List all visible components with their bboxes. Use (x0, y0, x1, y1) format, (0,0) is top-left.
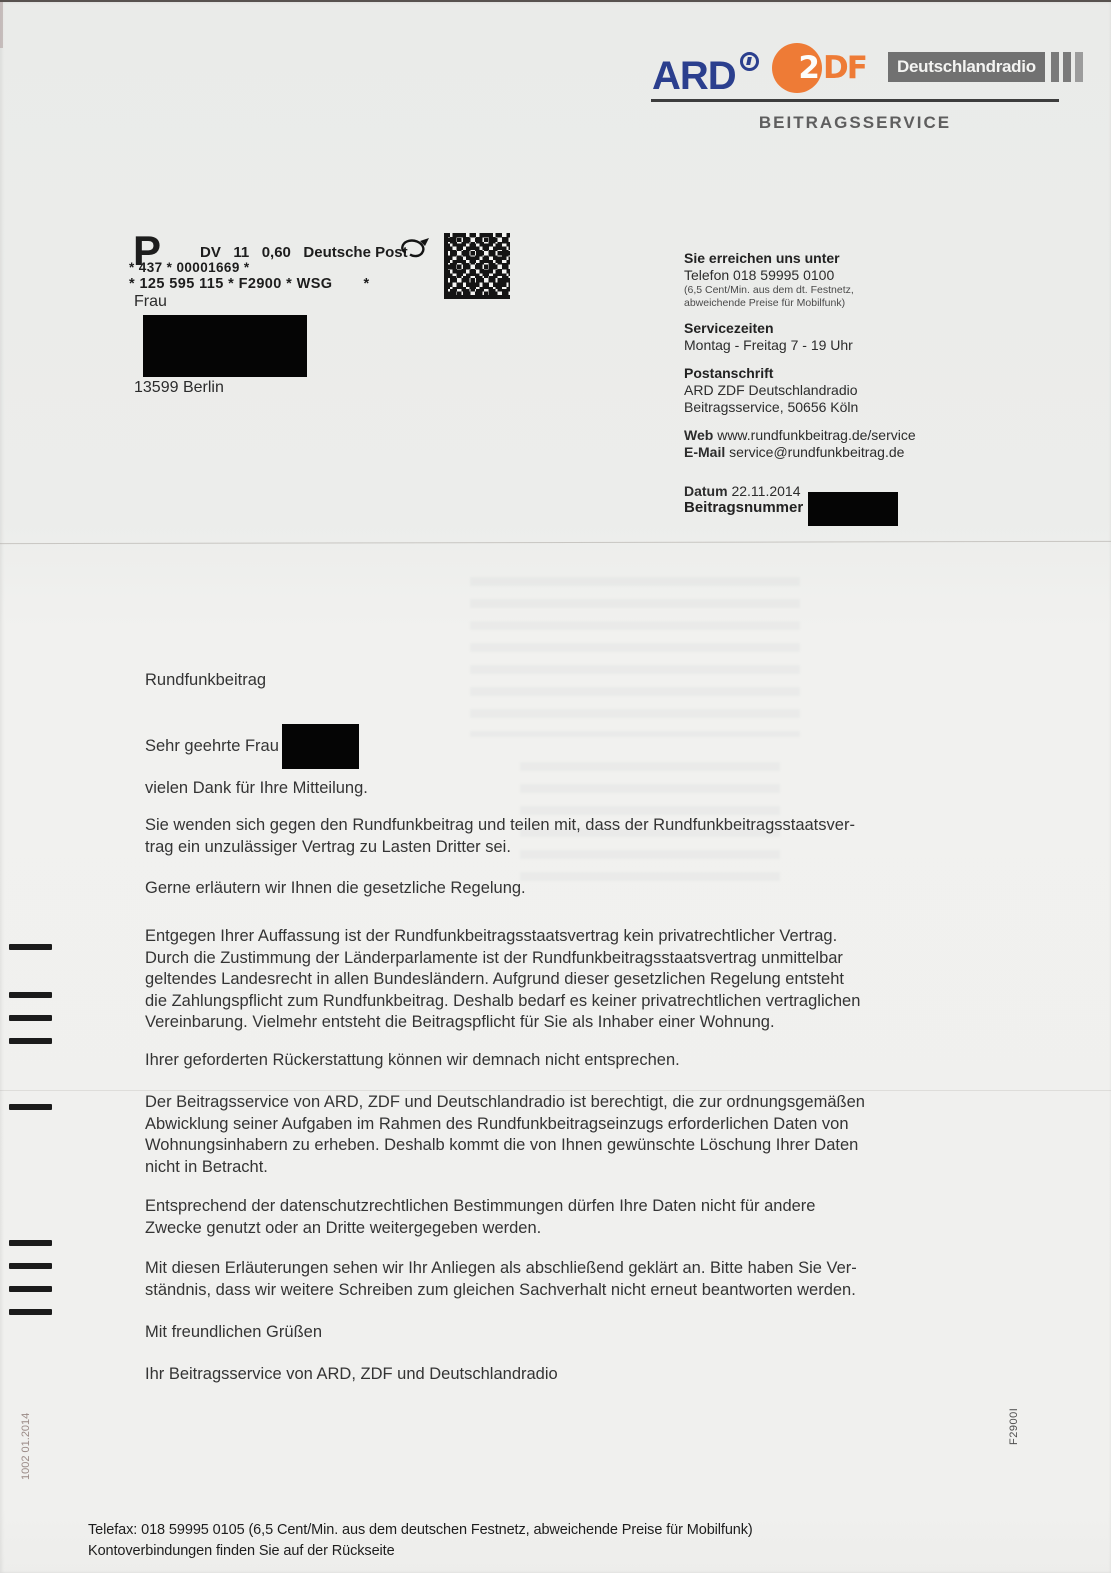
postal-label: Postanschrift (684, 365, 774, 381)
footer-bank-note: Kontoverbindungen finden Sie auf der Rückseite (88, 1543, 395, 1559)
signature-line: Ihr Beitragsservice von ARD, ZDF und Deutschlandradio (145, 1365, 558, 1383)
body-paragraph: Ihrer geforderten Rückerstattung können wir demnach nicht entsprechen. (145, 1051, 680, 1069)
margin-mark (9, 1240, 52, 1246)
service-hours-label: Servicezeiten (684, 320, 774, 336)
salutation-row (145, 724, 1005, 769)
deutschlandradio-logo (888, 52, 1083, 82)
email-label: E-Mail (684, 444, 726, 460)
zdf-logo (772, 43, 866, 93)
redacted-recipient-name (143, 315, 307, 377)
letter-subject: Rundfunkbeitrag (145, 671, 267, 689)
form-code-right: F2900I (1008, 1407, 1020, 1445)
ard-logo (652, 52, 759, 96)
footer-telefax: Telefax: 018 59995 0105 (6,5 Cent/Min. aus dem deutschen Festnetz, abweichende Preise für Mobilfunk) (88, 1522, 753, 1538)
phone-note-2: abweichende Preise für Mobilfunk) (684, 296, 846, 309)
phone-line: Telefon 018 59995 0100 (684, 267, 835, 283)
body-paragraph: Der Beitragsservice von ARD, ZDF und Deutschlandradio ist berechtigt, die zur ordnungsgemäßen Abwicklung seiner Aufgaben im Rahmen des Rundfunkbeitragseinzugs erforderlichen Daten von Wohnungsinhabern zu erheben. Deshalb kommt die von Ihnen gewünschte Löschung Ihrer Daten nicht in Betracht. (145, 1093, 865, 1176)
zdf-logo-df: DF (823, 50, 866, 86)
email-line (684, 444, 964, 461)
web-url: www.rundfunkbeitrag.de/service (717, 427, 916, 443)
letter-thanks: vielen Dank für Ihre Mitteilung. (145, 779, 368, 797)
margin-mark (9, 1309, 52, 1315)
margin-mark (9, 1104, 52, 1110)
web-label: Web (684, 427, 714, 443)
service-hours-value: Montag - Freitag 7 - 19 Uhr (684, 337, 853, 353)
postage-p-mark: P (133, 227, 162, 274)
postal-line-1: ARD ZDF Deutschlandradio (684, 382, 858, 398)
margin-mark (9, 1263, 52, 1269)
bleed-through-artifact (470, 577, 800, 737)
deutschlandradio-wordmark: Deutschlandradio (888, 52, 1045, 82)
footer-block (88, 1520, 753, 1562)
salutation-text: Sehr geehrte Frau (145, 736, 279, 755)
phone-note-1: (6,5 Cent/Min. aus dem dt. Festnetz, (684, 284, 854, 296)
beitragsservice-title: BEITRAGSSERVICE (758, 113, 952, 132)
margin-mark (9, 1038, 52, 1044)
recipient-salutation: Frau (134, 293, 167, 310)
reach-us-label: Sie erreichen uns unter (684, 250, 840, 266)
postal-line-2: Beitragsservice, 50656 Köln (684, 399, 859, 415)
margin-mark (9, 944, 52, 950)
ard-circle-icon (740, 52, 759, 71)
fold-crease-faint (0, 1090, 1111, 1091)
franking-code-2: * 125 595 115 * F2900 * WSG * (129, 276, 370, 292)
contribution-number-label: Beitragsnummer (684, 499, 804, 516)
redacted-contribution-number (808, 492, 898, 526)
deutschlandradio-bars-icon (1051, 52, 1083, 82)
franking-code-1: * 437 * 00001669 * (129, 260, 250, 275)
body-paragraph: Mit diesen Erläuterungen sehen wir Ihr Anliegen als abschließend geklärt an. Bitte haben Sie Ver- ständnis, dass wir weitere Schreiben zum gleichen Sachverhalt nicht erneut beantworten werden. (145, 1259, 857, 1299)
margin-mark (9, 1286, 52, 1292)
body-paragraph: Sie wenden sich gegen den Rundfunkbeitrag und teilen mit, dass der Rundfunkbeitragsstaatsver- trag ein unzulässiger Vertrag zu Lasten Dritter sei. (145, 816, 855, 856)
header-divider (651, 99, 1059, 102)
margin-mark (9, 992, 52, 998)
web-line (684, 427, 964, 444)
closing-line: Mit freundlichen Grüßen (145, 1323, 322, 1341)
recipient-city: 13599 Berlin (134, 379, 224, 396)
body-paragraph: Entgegen Ihrer Auffassung ist der Rundfunkbeitragsstaatsvertrag kein privatrechtlicher Vertrag. Durch die Zustimmung der Länderparlamente ist der Rundfunkbeitragsstaatsvertrag unmittelbar geltendes Landesrecht in allen Bundesländern. Aufgrund dieser gesetzlichen Regelung entsteht die Zahlungspflicht zum Rundfunkbeitrag. Deshalb bedarf es keiner privatrechtlichen vertraglichen Vereinbarung. Vielmehr entsteht die Beitragspflicht für Sie als Inhaber einer Wohnung. (145, 927, 861, 1031)
scan-edge-artifact (0, 2, 3, 48)
ard-wordmark: ARD (652, 54, 736, 98)
body-paragraph: Entsprechend der datenschutzrechtlichen Bestimmungen dürfen Ihre Daten nicht für andere Zwecke genutzt oder an Dritte weitergegeben werden. (145, 1197, 816, 1237)
email-address: service@rundfunkbeitrag.de (729, 444, 905, 460)
date-value: 22.11.2014 (731, 483, 801, 499)
zdf-logo-2: 2 (798, 50, 820, 86)
postage-meter-line: DV 11 0,60 Deutsche Post (200, 244, 408, 261)
date-label: Datum (684, 483, 728, 499)
body-paragraph: Gerne erläutern wir Ihnen die gesetzliche Regelung. (145, 879, 526, 897)
zdf-ball-icon (772, 43, 822, 93)
margin-mark (9, 1015, 52, 1021)
posthorn-icon (399, 237, 431, 261)
form-code-left: 1002 01.2014 (20, 1412, 32, 1480)
contact-info-panel (684, 250, 964, 500)
redacted-name (282, 724, 359, 769)
datamatrix-barcode (444, 233, 510, 299)
fold-crease (0, 541, 1111, 544)
